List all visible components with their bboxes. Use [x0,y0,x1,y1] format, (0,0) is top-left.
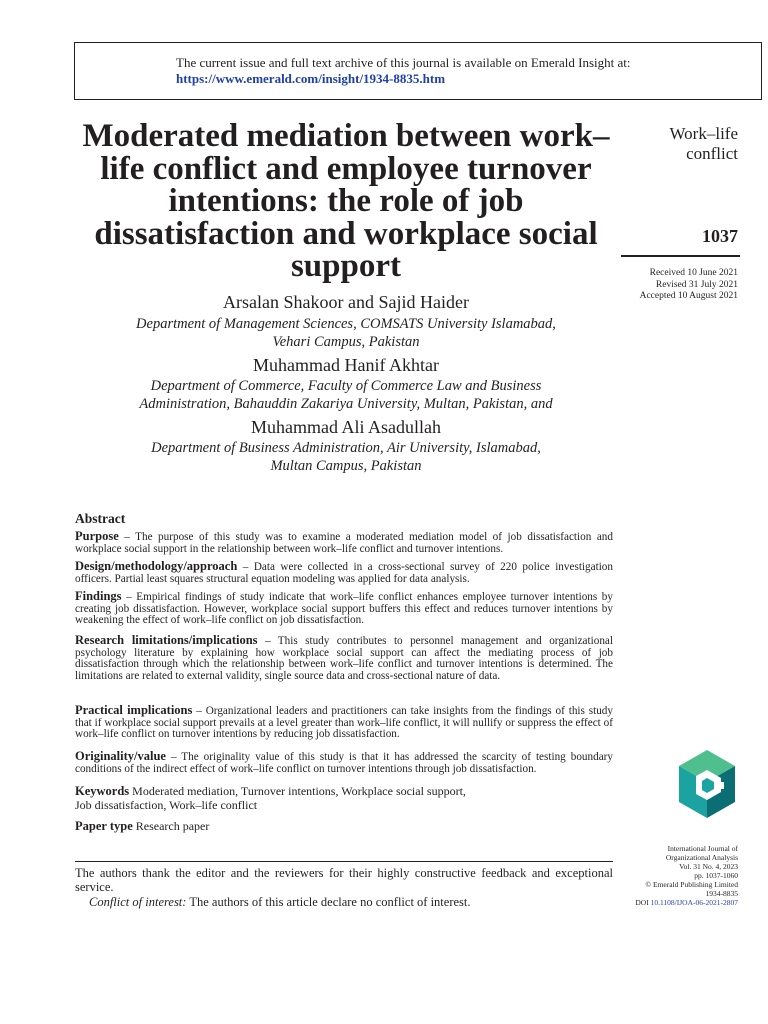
purpose-text: – The purpose of this study was to examine a moderated mediation model of job dissatisfaction and workplace social support in the relationship between work–life conflict and turnover intentions. [75,531,613,555]
journal-info [600,844,738,907]
author-names-2: Muhammad Hanif Akhtar [253,355,439,375]
practical-label: Practical implications [75,703,193,717]
conflict-text: The authors of this article declare no conflict of interest. [186,895,471,909]
abstract-originality [75,751,613,775]
conflict-label: Conflict of interest: [89,895,187,909]
page-number: 1037 [702,226,738,246]
author-names-3: Muhammad Ali Asadullah [251,417,441,437]
abstract-findings [75,591,613,627]
keywords-line2: Job dissatisfaction, Work–life conflict [75,797,258,812]
journal-copyright: © Emerald Publishing Limited [645,880,738,889]
journal-volume: Vol. 31 No. 4, 2023 [679,862,738,871]
affiliation-3-line1: Department of Business Administration, Air University, Islamabad, [151,440,541,456]
conflict-of-interest [89,895,613,909]
journal-notice-text: The current issue and full text archive of this journal is available on Emerald Insight at: [176,55,631,70]
findings-label: Findings [75,589,122,603]
accepted-date: Accepted 10 August 2021 [639,291,738,301]
history-dates [600,268,738,303]
papertype-label: Paper type [75,819,133,833]
research-label: Research limitations/implications [75,633,258,647]
journal-line1: International Journal of [667,844,738,853]
keywords-line1: Moderated mediation, Turnover intentions, Workplace social support, [129,784,466,798]
doi-link[interactable]: 10.1108/IJOA-06-2021-2807 [650,898,738,907]
margin-rule [621,255,740,257]
affiliation-1-line2: Vehari Campus, Pakistan [272,334,420,350]
findings-text: – Empirical findings of study indicate that work–life conflict enhances employee turnover intentions by creating job dissatisfaction. However, workplace social support buffers this effect and reduces turnover intentions by weakening the effect of work–life conflict on job dissatisfaction. [75,591,613,627]
author-names-1: Arsalan Shakoor and Sajid Haider [223,292,469,312]
abstract-paper-type [75,821,613,833]
design-text: – Data were collected in a cross-sectional survey of 220 police investigation officers. Partial least squares structural equation modeling was applied for data analysis. [75,561,613,585]
acknowledgement-text: The authors thank the editor and the reviewers for their highly constructive feedback and exceptional service. [75,866,613,894]
journal-line2: Organizational Analysis [665,853,738,862]
affiliation-2-line1: Department of Commerce, Faculty of Commerce Law and Business [150,378,542,394]
affiliation-1 [72,315,620,351]
journal-url-link[interactable]: https://www.emerald.com/insight/1934-8835.htm [176,71,446,86]
abstract-keywords [75,785,613,812]
abstract-research-limitations [75,635,613,682]
running-head [622,124,738,164]
affiliation-2-line2: Administration, Bahauddin Zakariya University, Multan, Pakistan, and [139,396,553,412]
running-head-line2: conflict [686,144,738,163]
running-head-line1: Work–life [669,124,738,143]
doi-line [600,898,738,907]
abstract-design [75,561,613,585]
journal-issn: 1934-8835 [705,889,738,898]
affiliation-3-line2: Multan Campus, Pakistan [270,458,422,474]
affiliation-1-line1: Department of Management Sciences, COMSATS University Islamabad, [136,316,556,332]
emerald-logo-icon [676,748,738,820]
design-label: Design/methodology/approach [75,559,238,573]
practical-text: – Organizational leaders and practitioners can take insights from the findings of this study that if workplace social support prevails at a level greater than work–life conflict, it will nullify or suppress the effect of work–life conflict on turnover intentions by reducing job dissatisfaction. [75,705,613,741]
abstract-heading: Abstract [75,511,126,526]
affiliation-2 [72,377,620,413]
abstract-practical-implications [75,705,613,741]
abstract-purpose [75,531,613,555]
revised-date: Revised 31 July 2021 [655,279,738,290]
article-title: Moderated mediation between work–life conflict and employee turnover intentions: the role of job dissatisfaction and workplace social support [82,118,610,284]
originality-text: – The originality value of this study is that it has addressed the scarcity of testing boundary conditions of the indirect effect of work–life conflict on turnover intentions through job dissatisfaction. [75,751,613,775]
footnote-rule [75,861,613,862]
affiliation-3 [72,439,620,475]
originality-label: Originality/value [75,749,166,763]
research-text: – This study contributes to personnel management and organizational psychology literature by explaining how workplace social support can affect the mediating process of job dissatisfaction through which the relationship between work–life conflict and turnover intentions is determined. The limitations are related to external validity, single source data and cross-sectional nature of data. [75,635,613,682]
purpose-label: Purpose [75,529,119,543]
received-date: Received 10 June 2021 [649,268,738,278]
papertype-text: Research paper [132,819,210,833]
keywords-label: Keywords [75,784,130,798]
journal-pages: pp. 1037-1060 [694,871,738,880]
doi-label: DOI [635,898,651,907]
